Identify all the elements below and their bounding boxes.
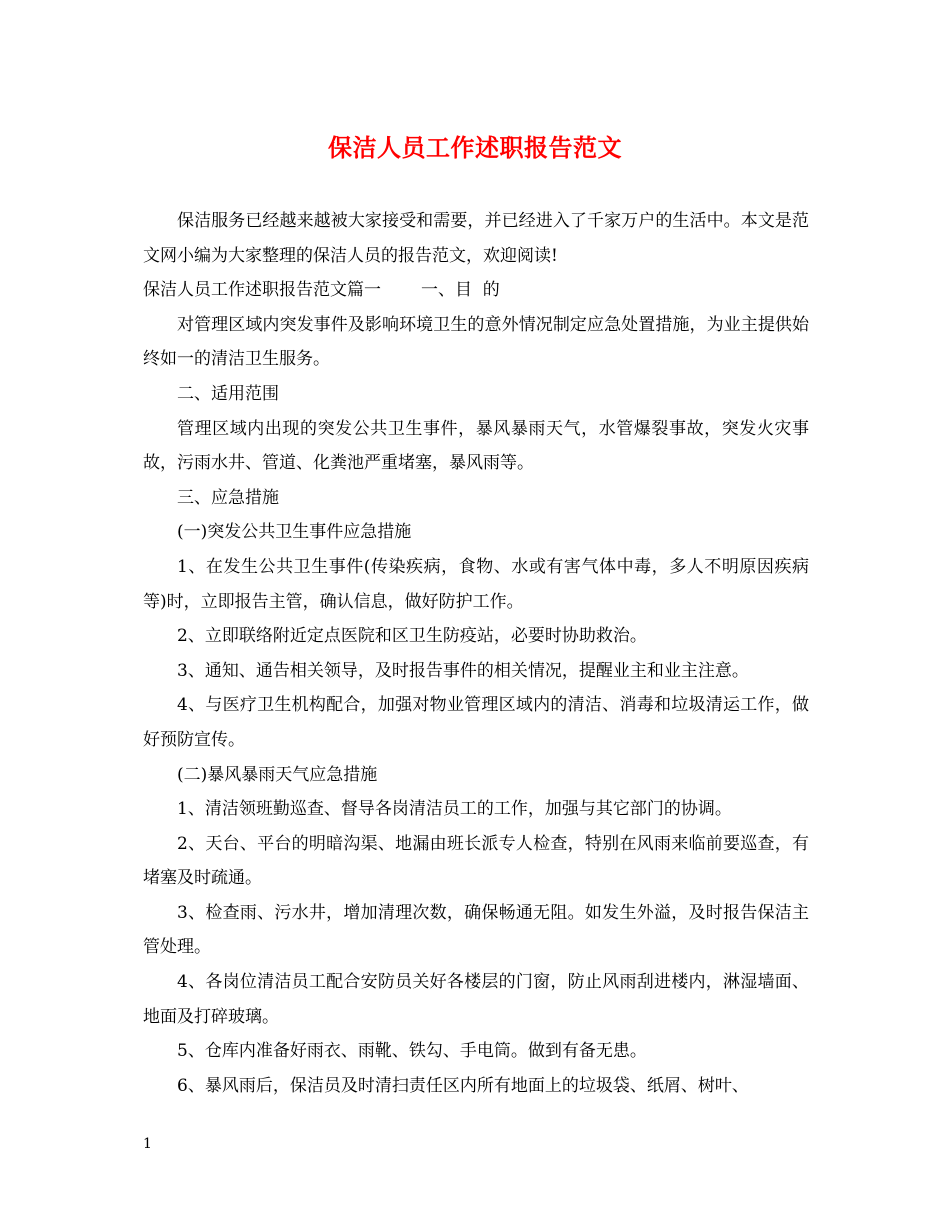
- intro-paragraph: 保洁服务已经越来越被大家接受和需要，并已经进入了千家万户的生活中。本文是范文网小编为大家整理的保洁人员的报告范文，欢迎阅读!: [143, 211, 809, 266]
- list-item: 3、检查雨、污水井，增加清理次数，确保畅通无阻。如发生外溢，及时报告保洁主管处理。: [143, 902, 809, 958]
- section-heading-line: [143, 273, 809, 308]
- list-item: 5、仓库内准备好雨衣、雨靴、铁勾、手电筒。做到有备无患。: [177, 1041, 647, 1062]
- section-subheading: 三、应急措施: [177, 487, 279, 508]
- body-paragraph: 管理区域内出现的突发公共卫生事件，暴风暴雨天气，水管爆裂事故，突发火灾事故，污雨水井、管道、化粪池严重堵塞，暴风雨等。: [143, 418, 809, 474]
- body-paragraph: 对管理区域内突发事件及影响环境卫生的意外情况制定应急处置措施，为业主提供始终如一的清洁卫生服务。: [143, 314, 809, 370]
- list-item: 3、通知、通告相关领导，及时报告事件的相关情况，提醒业主和业主注意。: [177, 660, 749, 681]
- document-body: [143, 204, 809, 1103]
- list-item: 2、立即联络附近定点医院和区卫生防疫站，必要时协助救治。: [177, 626, 647, 647]
- section-heading: 保洁人员工作述职报告范文篇一: [143, 280, 381, 301]
- list-item: 4、与医疗卫生机构配合，加强对物业管理区域内的清洁、消毒和垃圾清运工作，做好预防宣传。: [143, 695, 809, 750]
- document-title: 保洁人员工作述职报告范文: [328, 133, 622, 162]
- section-subheading: (一)突发公共卫生事件应急措施: [177, 522, 412, 543]
- page-number: 1: [143, 1136, 152, 1152]
- list-item: 2、天台、平台的明暗沟渠、地漏由班长派专人检查，特别在风雨来临前要巡查，有堵塞及时疏通。: [143, 833, 809, 889]
- list-item: 1、在发生公共卫生事件(传染疾病，食物、水或有害气体中毒，多人不明原因疾病等)时，立即报告主管，确认信息，做好防护工作。: [143, 556, 809, 612]
- section-subheading: (二)暴风暴雨天气应急措施: [177, 764, 378, 785]
- list-item: 6、暴风雨后，保洁员及时清扫责任区内所有地面上的垃圾袋、纸屑、树叶、: [177, 1075, 749, 1096]
- list-item: 1、清洁领班勤巡查、督导各岗清洁员工的工作，加强与其它部门的协调。: [177, 799, 732, 820]
- list-item: 4、各岗位清洁员工配合安防员关好各楼层的门窗，防止风雨刮进楼内，淋湿墙面、地面及打碎玻璃。: [143, 972, 809, 1027]
- section-heading-item: 一、目 的: [421, 280, 500, 301]
- section-subheading: 二、适用范围: [177, 383, 279, 404]
